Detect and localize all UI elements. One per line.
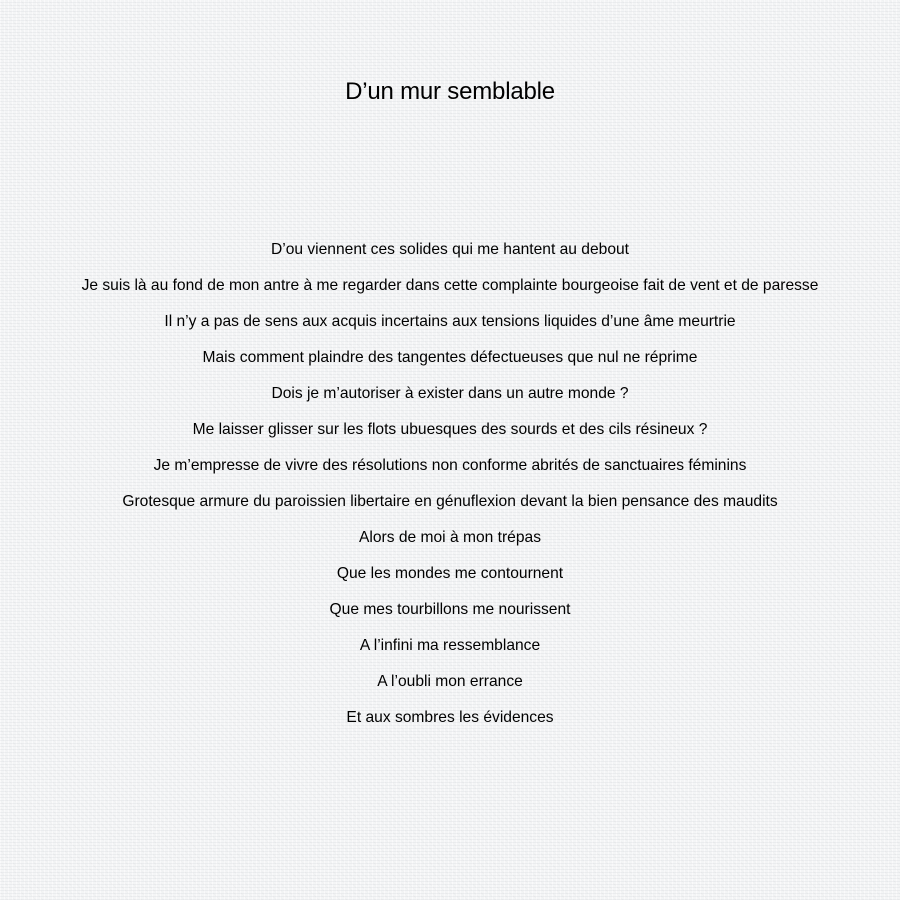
poem-body [0,238,900,742]
poem-line: Grotesque armure du paroissien libertaire en génuflexion devant la bien pensance des maudits [122,493,778,510]
poem-line: Et aux sombres les évidences [346,709,554,726]
poem-line: Me laisser glisser sur les flots ubuesques des sourds et des cils résineux ? [192,421,708,438]
poem-title: D’un mur semblable [345,78,555,105]
poem-line: Que mes tourbillons me nourissent [329,601,571,618]
poem-line: Alors de moi à mon trépas [358,529,541,546]
poem-line: Il n’y a pas de sens aux acquis incertains aux tensions liquides d’une âme meurtrie [164,313,736,330]
poem-line: Je suis là au fond de mon antre à me regarder dans cette complainte bourgeoise fait de vent et de paresse [81,277,819,294]
poem-line: Je m’empresse de vivre des résolutions non conforme abrités de sanctuaires féminins [153,457,747,474]
poem-line: Dois je m’autoriser à exister dans un autre monde ? [271,385,629,402]
poem-line: A l’oubli mon errance [377,673,523,690]
poem-line: Que les mondes me contournent [336,565,564,582]
poem-line: A l’infini ma ressemblance [359,637,541,654]
poem-line: Mais comment plaindre des tangentes défectueuses que nul ne réprime [202,349,698,366]
poem-line: D’ou viennent ces solides qui me hantent au debout [270,241,630,258]
